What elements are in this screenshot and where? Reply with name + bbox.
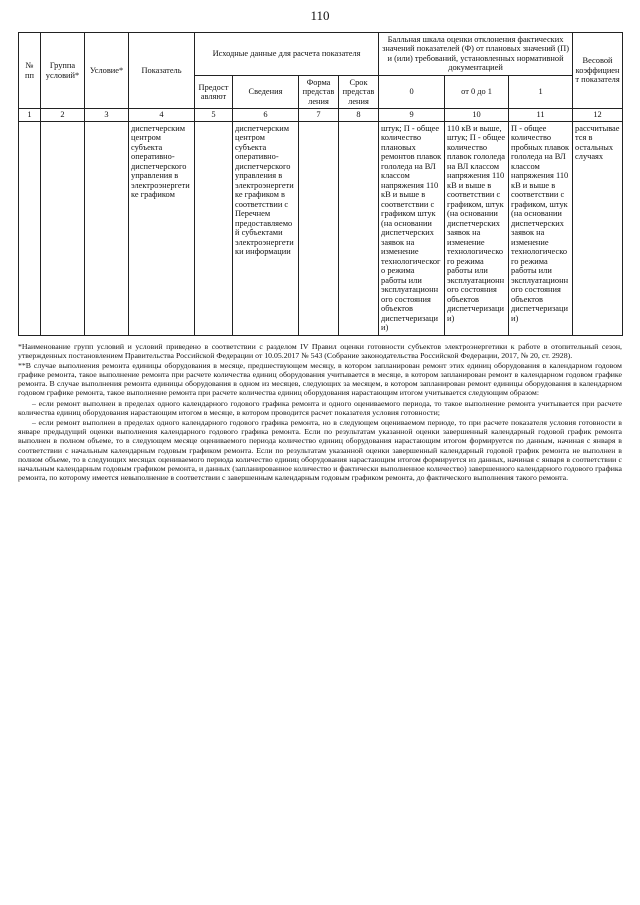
col-number: 4 bbox=[129, 109, 195, 121]
cell-provider bbox=[195, 121, 233, 335]
footnote-1: *Наименование групп условий и условий приведено в соответствии с разделом IV Правил оценки готовности субъектов электроэнергетики к работе в отопительный сезон, утвержденных постановлением Правительства Российской Федерации от 10.05.2017 № 543 (Собрание законодательства Российской Федерации, 2017, № 20, ст. 2928). bbox=[18, 341, 622, 360]
header-row-1 bbox=[19, 33, 623, 76]
header-num: № пп bbox=[19, 33, 41, 109]
cell-indicator: диспетчерским центром субъекта оперативно-диспетчерского управления в электроэнергетике графиком bbox=[129, 121, 195, 335]
col-number: 12 bbox=[573, 109, 623, 121]
document-body bbox=[18, 32, 622, 483]
header-score1: 1 bbox=[509, 75, 573, 108]
cell-num bbox=[19, 121, 41, 335]
header-group: Группа условий* bbox=[41, 33, 85, 109]
cell-group bbox=[41, 121, 85, 335]
header-indicator: Показатель bbox=[129, 33, 195, 109]
col-number: 6 bbox=[233, 109, 299, 121]
cell-score0: штук; П - общее количество плановых ремонтов плавок гололеда на ВЛ классом напряжения 110 кВ и выше в соответствии с графиком штук (на основании диспетчерских заявок на изменение технологического режима работы или эксплуатационного состояния объектов диспетчеризации) bbox=[379, 121, 445, 335]
header-score0: 0 bbox=[379, 75, 445, 108]
cell-weight: рассчитывается в остальных случаях bbox=[573, 121, 623, 335]
col-number: 5 bbox=[195, 109, 233, 121]
header-weight: Весовой коэффициент показателя bbox=[573, 33, 623, 109]
header-source-group: Исходные данные для расчета показателя bbox=[195, 33, 379, 76]
header-scale-group: Балльная шкала оценки отклонения фактических значений показателей (Ф) от плановых значений (П) и (или) требований, установленных нормативной документацией bbox=[379, 33, 573, 76]
col-number: 1 bbox=[19, 109, 41, 121]
indicator-table bbox=[18, 32, 623, 336]
column-numbers-row bbox=[19, 109, 623, 121]
cell-form bbox=[299, 121, 339, 335]
col-number: 11 bbox=[509, 109, 573, 121]
header-info: Сведения bbox=[233, 75, 299, 108]
cell-condition bbox=[85, 121, 129, 335]
footnote-4: – если ремонт выполнен в пределах одного календарного годового графика ремонта, но в следующем оцениваемом периоде, то при расчете показателя условия готовности в январе предыдущий оценки выполнения календарного годового графика ремонта. Если по результатам указанной оценки завершенный календарный годовой график ремонта выполнен в полном объеме, то в следующем месяце оцениваемого периода количество единиц оборудования нарастающим итогом формируется по данным, начиная с января в соответствии с начальным календарным годовым графиком ремонта. Если по результатам указанной оценки завершенный календарный годовой график ремонта не выполнен в полном объеме, то в следующих месяцах оцениваемого периода количество единиц оборудования нарастающим итогом формируется из данных, начиная с января в соответствии с начальным календарным годовым графиком ремонта, и данных (запланированное количество и фактически выполненное количество) завершенного календарного годового графика ремонта, по которому имеется невыполнение в соответствии с завершенным календарным годовым графиком ремонта, до фактического выполнения такого ремонта. bbox=[18, 418, 622, 483]
footnote-3: – если ремонт выполнен в пределах одного календарного годового графика ремонта и одного оцениваемого периода, то такое выполнение ремонта учитывается при расчете количества единиц оборудования нарастающим итогом в месяце, в котором проводится расчет показателя условия готовности; bbox=[18, 398, 622, 417]
cell-score-range: 110 кВ и выше, штук; П - общее количество плавок гололеда на ВЛ классом напряжения 110 кВ и выше в соответствии с графиком, штук (на основании диспетчерских заявок на изменение технологического режима работы или эксплуатационного состояния объектов диспетчеризации) bbox=[445, 121, 509, 335]
table-row bbox=[19, 121, 623, 335]
footnote-2: **В случае выполнения ремонта единицы оборудования в месяце, предшествующем месяцу, в котором запланирован ремонт этих единиц оборудования в календарном годовом графике ремонта, такое выполнение ремонта при расчете количества единиц оборудования учитывается в месяце, в котором запланирован ремонт в календарном годовом графике ремонта. В случае выполнения ремонта единицы оборудования в одном из месяцев, следующих за месяцем, в котором запланирован ремонт единицы оборудования в календарном годовом графике ремонта, такое выполнение ремонта при расчете количества единиц оборудования нарастающим итогом учитывается следующим образом: bbox=[18, 360, 622, 398]
header-form: Форма представления bbox=[299, 75, 339, 108]
header-term: Срок представления bbox=[339, 75, 379, 108]
col-number: 9 bbox=[379, 109, 445, 121]
header-condition: Условие* bbox=[85, 33, 129, 109]
cell-info: диспетчерским центром субъекта оперативно-диспетчерского управления в электроэнергетике графиком в соответствии с Перечнем предоставляемой субъектами электроэнергетики информации bbox=[233, 121, 299, 335]
col-number: 8 bbox=[339, 109, 379, 121]
col-number: 7 bbox=[299, 109, 339, 121]
cell-term bbox=[339, 121, 379, 335]
col-number: 10 bbox=[445, 109, 509, 121]
cell-score1: П - общее количество пробных плавок гололеда на ВЛ классом напряжения 110 кВ и выше в соответствии с графиком, штук (на основании диспетчерских заявок на изменение технологического режима работы или эксплуатационного состояния объектов диспетчеризации) bbox=[509, 121, 573, 335]
page-number: 110 bbox=[310, 8, 330, 23]
header-provider: Предоставляют bbox=[195, 75, 233, 108]
footnotes bbox=[18, 342, 622, 483]
col-number: 2 bbox=[41, 109, 85, 121]
header-score-range: от 0 до 1 bbox=[445, 75, 509, 108]
col-number: 3 bbox=[85, 109, 129, 121]
